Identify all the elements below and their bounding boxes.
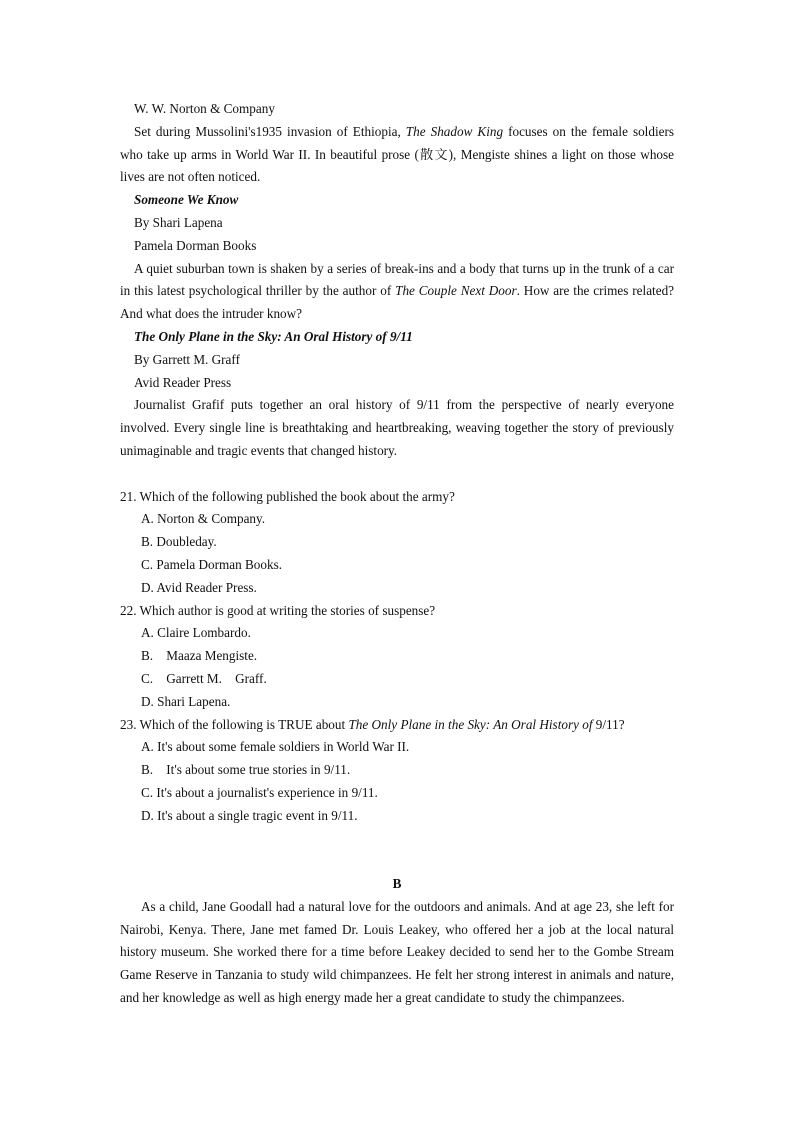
question-stem: 22. Which author is good at writing the stories of suspense? — [120, 602, 436, 618]
answer-option: A. It's about some female soldiers in World War II. — [141, 739, 410, 755]
review-description-text: A quiet suburban town is shaken by a series of break-ins and a body that turns up in the trunk of a car in this latest psychological thriller by the author of — [120, 260, 674, 299]
answer-option: B. Maaza Mengiste. — [141, 648, 258, 664]
review-description-text: . How are the crimes related? And what does the intruder know? — [120, 283, 675, 322]
review-publisher: W. W. Norton & Company — [134, 101, 275, 116]
book-title-inline: The Couple Next Door — [395, 283, 517, 299]
spacer — [120, 850, 674, 873]
question-stem-text: 23. Which of the following is TRUE about — [120, 716, 349, 732]
answer-option: C. It's about a journalist's experience in 9/11. — [141, 784, 378, 800]
book-title-inline: The Only Plane in the Sky: An Oral History of — [348, 716, 593, 732]
answer-option: D. Avid Reader Press. — [141, 579, 257, 595]
answer-option: A. Claire Lombardo. — [141, 625, 251, 641]
review-title: Someone We Know — [134, 192, 239, 208]
review-description — [120, 258, 674, 326]
document-page — [120, 98, 674, 1010]
spacer — [120, 463, 674, 486]
review-author: By Shari Lapena — [134, 214, 223, 230]
book-title-inline: The Shadow King — [405, 123, 504, 139]
section-heading: B — [392, 876, 402, 892]
answer-option: B. It's about some true stories in 9/11. — [141, 762, 351, 778]
answer-option: A. Norton & Company. — [141, 511, 266, 527]
answer-option: C. Garrett M. Graff. — [141, 670, 267, 686]
review-description: Journalist Grafif puts together an oral history of 9/11 from the perspective of nearly everyone involved. Every single line is breathtaking and heartbreaking, weaving together the story of previously unimaginable and tragic events that changed history. — [120, 397, 674, 458]
review-description-text: Set during Mussolini's1935 invasion of Ethiopia, — [134, 123, 406, 139]
review-publisher: Avid Reader Press — [134, 374, 232, 390]
review-description-text: focuses on the female soldiers who take up arms in World War II. In beautiful prose (散文), Mengiste shines a light on those whose lives are not often noticed. — [120, 123, 674, 185]
answer-option: C. Pamela Dorman Books. — [141, 556, 283, 572]
review-title: The Only Plane in the Sky: An Oral History of 9/11 — [134, 328, 413, 344]
question-stem — [120, 714, 674, 737]
answer-option: D. It's about a single tragic event in 9/11. — [141, 807, 358, 823]
review-description — [120, 121, 674, 189]
answer-option: B. Doubleday. — [141, 534, 217, 550]
spacer — [120, 828, 674, 851]
question-stem-text: 9/11? — [592, 716, 625, 732]
answer-option: D. Shari Lapena. — [141, 693, 231, 709]
review-author: By Garrett M. Graff — [134, 351, 240, 367]
passage-paragraph: As a child, Jane Goodall had a natural love for the outdoors and animals. And at age 23, she left for Nairobi, Kenya. There, Jane met famed Dr. Louis Leakey, who offered her a job at the local natural history museum. She worked there for a time before Leakey decided to send her to the Gombe Stream Game Reserve in Tanzania to study wild chimpanzees. He felt her strong interest in animals and nature, and her knowledge as well as high energy made her a great candidate to study the chimpanzees. — [120, 898, 674, 1006]
question-stem: 21. Which of the following published the book about the army? — [120, 488, 455, 504]
review-publisher: Pamela Dorman Books — [134, 237, 257, 253]
